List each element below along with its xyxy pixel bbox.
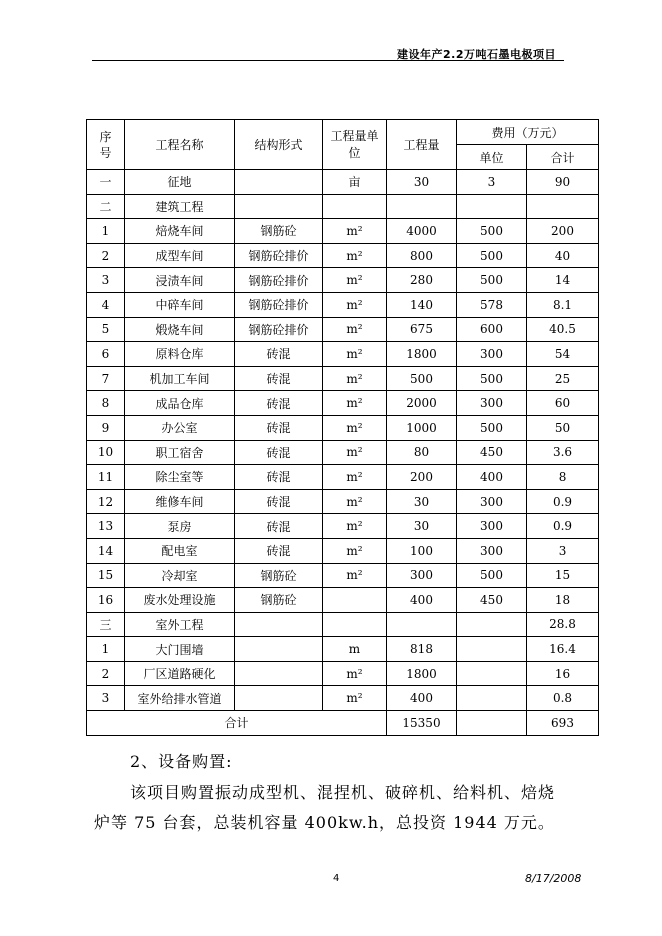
cell-total: 0.9 [527,489,599,514]
cell-qty: 675 [387,317,457,342]
cell-total: 40.5 [527,317,599,342]
cell-seq: 10 [87,440,125,465]
cell-total: 16 [527,661,599,686]
cell-structure [235,612,323,637]
header-unit-price: 单位 [457,145,527,170]
cell-name: 机加工车间 [125,366,235,391]
cell-unit: m² [323,440,387,465]
cell-price: 300 [457,538,527,563]
cell-structure [235,170,323,195]
cell-structure [235,686,323,711]
cell-seq: 6 [87,342,125,367]
cell-structure: 钢筋砼排价 [235,292,323,317]
cell-price [457,194,527,219]
table-row [87,268,599,293]
cost-table [86,119,599,736]
cell-total: 8 [527,465,599,490]
cell-structure: 钢筋砼排价 [235,317,323,342]
cell-unit: m² [323,366,387,391]
cell-total: 3.6 [527,440,599,465]
cell-name: 职工宿舍 [125,440,235,465]
table-row [87,440,599,465]
page-number: 4 [333,873,340,884]
header-name: 工程名称 [125,120,235,170]
cell-qty: 100 [387,538,457,563]
cell-seq: 16 [87,588,125,613]
cell-structure: 砖混 [235,440,323,465]
cell-unit: m² [323,391,387,416]
cell-unit: m² [323,342,387,367]
cell-qty: 30 [387,514,457,539]
cell-seq: 13 [87,514,125,539]
table-row [87,391,599,416]
cell-structure [235,637,323,662]
table-row [87,489,599,514]
header-unit: 工程量单位 [323,120,387,170]
cell-seq: 11 [87,465,125,490]
cell-total: 40 [527,243,599,268]
cell-price: 450 [457,588,527,613]
table-row [87,366,599,391]
cell-seq: 1 [87,637,125,662]
cell-qty: 1800 [387,661,457,686]
cell-price: 500 [457,243,527,268]
cell-name: 配电室 [125,538,235,563]
cell-structure: 砖混 [235,366,323,391]
table-row [87,637,599,662]
cell-qty: 400 [387,686,457,711]
cell-structure: 砖混 [235,538,323,563]
cell-price: 300 [457,342,527,367]
cell-unit: m² [323,661,387,686]
cell-unit: m² [323,538,387,563]
cell-qty: 800 [387,243,457,268]
cell-name: 原料仓库 [125,342,235,367]
paragraph-line-1: 该项目购置振动成型机、混捏机、破碎机、给料机、焙烧 [130,783,556,802]
cell-name: 废水处理设施 [125,588,235,613]
cell-unit: m² [323,292,387,317]
cell-name: 办公室 [125,415,235,440]
table-row [87,170,599,195]
page-date: 8/17/2008 [525,872,582,885]
cell-structure: 钢筋砼排价 [235,268,323,293]
table-row [87,317,599,342]
cell-name: 大门围墙 [125,637,235,662]
cell-structure: 砖混 [235,415,323,440]
cell-name: 成型车间 [125,243,235,268]
cell-seq: 3 [87,268,125,293]
cell-seq: 14 [87,538,125,563]
cell-total: 54 [527,342,599,367]
table-row [87,588,599,613]
cell-unit: m² [323,686,387,711]
table-row [87,243,599,268]
cell-unit: m² [323,465,387,490]
cell-qty: 200 [387,465,457,490]
cell-qty: 2000 [387,391,457,416]
cell-qty: 30 [387,170,457,195]
cell-price: 3 [457,170,527,195]
cell-unit: m² [323,317,387,342]
cell-price: 500 [457,219,527,244]
cell-structure: 砖混 [235,514,323,539]
cell-name: 煅烧车间 [125,317,235,342]
cell-total: 0.9 [527,514,599,539]
cell-structure: 钢筋砼 [235,563,323,588]
cell-price: 500 [457,563,527,588]
cell-seq: 7 [87,366,125,391]
total-label: 合计 [87,711,387,736]
header-rule [92,60,564,61]
cell-price: 600 [457,317,527,342]
cell-name: 室外给排水管道 [125,686,235,711]
section-title: 2、设备购置: [130,752,233,771]
cell-qty: 818 [387,637,457,662]
cell-price: 300 [457,514,527,539]
cell-seq: 12 [87,489,125,514]
cell-seq: 8 [87,391,125,416]
cell-unit [323,612,387,637]
cell-price: 500 [457,366,527,391]
total-unit-price-empty [457,711,527,736]
table-row [87,563,599,588]
cell-name: 征地 [125,170,235,195]
cell-structure: 砖混 [235,489,323,514]
cell-name: 焙烧车间 [125,219,235,244]
cell-qty [387,612,457,637]
cell-price: 578 [457,292,527,317]
cell-price: 400 [457,465,527,490]
cell-name: 厂区道路硬化 [125,661,235,686]
cell-seq: 5 [87,317,125,342]
cell-structure: 砖混 [235,391,323,416]
cell-qty: 30 [387,489,457,514]
cell-total: 25 [527,366,599,391]
total-cost: 693 [527,711,599,736]
cell-qty: 300 [387,563,457,588]
cell-structure [235,194,323,219]
cell-total: 14 [527,268,599,293]
table-row [87,661,599,686]
cell-seq: 三 [87,612,125,637]
header-quantity: 工程量 [387,120,457,170]
cell-name: 浸渍车间 [125,268,235,293]
table-row [87,514,599,539]
cell-seq: 2 [87,243,125,268]
cell-name: 泵房 [125,514,235,539]
cell-unit: m² [323,489,387,514]
cell-price [457,661,527,686]
cell-price [457,637,527,662]
cell-total: 8.1 [527,292,599,317]
cell-unit: m² [323,268,387,293]
cell-name: 冷却室 [125,563,235,588]
table-row [87,538,599,563]
header-total: 合计 [527,145,599,170]
cell-name: 维修车间 [125,489,235,514]
header-structure: 结构形式 [235,120,323,170]
cell-qty: 4000 [387,219,457,244]
table-header-row [87,120,599,145]
cell-unit: m² [323,415,387,440]
cell-unit [323,588,387,613]
cell-qty: 400 [387,588,457,613]
cell-structure [235,661,323,686]
cell-qty: 1800 [387,342,457,367]
table-row [87,612,599,637]
cell-name: 建筑工程 [125,194,235,219]
cell-seq: 二 [87,194,125,219]
cell-structure: 砖混 [235,465,323,490]
cell-name: 中碎车间 [125,292,235,317]
cell-seq: 15 [87,563,125,588]
table-row [87,686,599,711]
cell-price: 300 [457,391,527,416]
paragraph-line-2: 炉等 75 台套，总装机容量 400kw.h，总投资 1944 万元。 [94,813,555,832]
document-header-title: 建设年产2.2万吨石墨电极项目 [397,48,556,61]
cell-total: 200 [527,219,599,244]
cell-seq: 1 [87,219,125,244]
cell-qty: 80 [387,440,457,465]
cell-name: 室外工程 [125,612,235,637]
cell-seq: 一 [87,170,125,195]
cell-seq: 9 [87,415,125,440]
cell-total: 0.8 [527,686,599,711]
table-row [87,292,599,317]
cell-unit: m² [323,219,387,244]
cell-price: 500 [457,415,527,440]
header-seq: 序号 [87,120,125,170]
cell-qty: 280 [387,268,457,293]
table-row [87,342,599,367]
cell-qty: 140 [387,292,457,317]
cell-unit: m² [323,514,387,539]
cell-total: 16.4 [527,637,599,662]
cell-unit: m [323,637,387,662]
cell-total: 3 [527,538,599,563]
cell-price [457,612,527,637]
table-row [87,415,599,440]
cell-structure: 钢筋砼 [235,588,323,613]
table-row [87,194,599,219]
total-quantity: 15350 [387,711,457,736]
cell-qty: 1000 [387,415,457,440]
cell-price: 300 [457,489,527,514]
cell-name: 除尘室等 [125,465,235,490]
cell-structure: 钢筋砼排价 [235,243,323,268]
cell-total [527,194,599,219]
cell-unit: 亩 [323,170,387,195]
cell-structure: 钢筋砼 [235,219,323,244]
table-row [87,465,599,490]
cell-seq: 3 [87,686,125,711]
cell-total: 15 [527,563,599,588]
cell-price: 500 [457,268,527,293]
cell-total: 18 [527,588,599,613]
cell-seq: 2 [87,661,125,686]
cell-structure: 砖混 [235,342,323,367]
table-total-row [87,711,599,736]
cell-unit: m² [323,563,387,588]
cell-unit: m² [323,243,387,268]
cell-total: 60 [527,391,599,416]
cell-total: 28.8 [527,612,599,637]
cell-total: 50 [527,415,599,440]
cell-qty: 500 [387,366,457,391]
cell-total: 90 [527,170,599,195]
cell-seq: 4 [87,292,125,317]
cell-qty [387,194,457,219]
cell-unit [323,194,387,219]
cell-name: 成品仓库 [125,391,235,416]
cell-price: 450 [457,440,527,465]
header-cost: 费用（万元） [457,120,599,145]
cell-price [457,686,527,711]
table-row [87,219,599,244]
